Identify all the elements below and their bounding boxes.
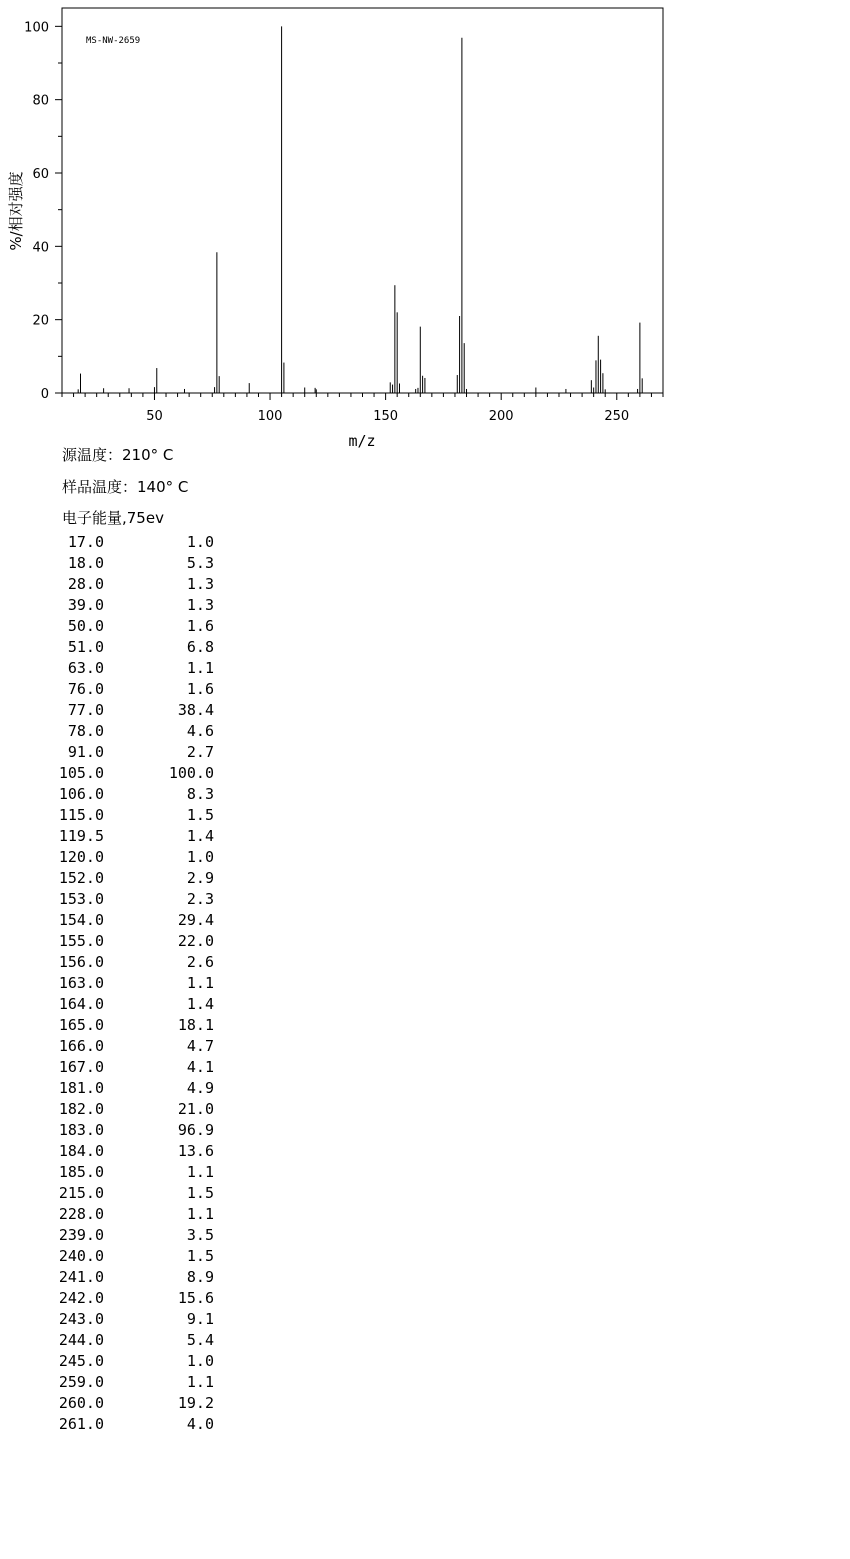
peak-mz-value: 240.0 — [58, 1247, 104, 1265]
y-tick-label: 20 — [32, 313, 49, 329]
peak-mz-value: 154.0 — [58, 911, 104, 929]
y-tick-label: 80 — [32, 93, 49, 109]
peak-intensity-value: 1.3 — [186, 575, 214, 593]
y-tick-label: 60 — [32, 167, 49, 182]
peak-intensity-value: 5.4 — [186, 1331, 214, 1349]
peak-mz-value: 155.0 — [58, 932, 104, 950]
peak-mz-value: 260.0 — [58, 1394, 104, 1412]
peak-intensity-value: 1.5 — [186, 1184, 214, 1202]
x-tick-label: 250 — [604, 409, 630, 424]
x-tick-label: 50 — [146, 409, 163, 424]
peak-mz-value: 259.0 — [58, 1373, 104, 1391]
peak-intensity-value: 1.0 — [186, 1352, 214, 1370]
peak-mz-value: 78.0 — [67, 722, 104, 740]
peak-mz-value: 239.0 — [58, 1226, 104, 1244]
peak-mz-value: 243.0 — [58, 1310, 104, 1328]
peak-intensity-value: 22.0 — [177, 932, 214, 950]
peak-intensity-value: 29.4 — [177, 911, 214, 929]
peak-mz-value: 241.0 — [58, 1268, 104, 1286]
peak-intensity-value: 1.1 — [186, 659, 214, 677]
peak-mz-value: 183.0 — [58, 1121, 104, 1139]
peak-intensity-value: 1.1 — [186, 1163, 214, 1181]
peak-intensity-value: 1.6 — [186, 617, 214, 635]
x-axis — [62, 393, 663, 424]
peak-mz-value: 166.0 — [58, 1037, 104, 1055]
peak-intensity-value: 21.0 — [177, 1100, 214, 1118]
peak-mz-value: 184.0 — [58, 1142, 104, 1160]
y-tick-label: 40 — [32, 240, 49, 256]
peak-intensity-value: 38.4 — [177, 701, 214, 719]
peak-mz-value: 76.0 — [67, 680, 104, 698]
peak-intensity-value: 1.6 — [186, 680, 214, 698]
peak-mz-value: 115.0 — [58, 806, 104, 824]
peak-intensity-value: 8.9 — [186, 1268, 214, 1286]
peak-mz-value: 164.0 — [58, 995, 104, 1013]
mass-spectrum-chart — [0, 0, 850, 460]
peak-mz-value: 165.0 — [58, 1016, 104, 1034]
peak-mz-value: 182.0 — [58, 1100, 104, 1118]
peak-intensity-value: 1.1 — [186, 1373, 214, 1391]
peak-mz-value: 18.0 — [67, 554, 104, 572]
peak-intensity-value: 100.0 — [168, 764, 214, 782]
peak-mz-value: 28.0 — [67, 575, 104, 593]
peak-mz-value: 242.0 — [58, 1289, 104, 1307]
peak-mz-value: 120.0 — [58, 848, 104, 866]
x-tick-label: 100 — [257, 409, 283, 424]
peak-intensity-value: 4.9 — [186, 1079, 214, 1097]
peak-intensity-value: 2.3 — [186, 890, 214, 908]
peak-mz-value: 119.5 — [58, 827, 104, 845]
peak-intensity-value: 1.0 — [186, 848, 214, 866]
peak-intensity-value: 4.0 — [186, 1415, 214, 1433]
peak-mz-value: 244.0 — [58, 1331, 104, 1349]
source-temperature: 源温度：210° C — [62, 446, 174, 464]
x-axis-label: m/z — [348, 432, 376, 450]
peak-mz-value: 156.0 — [58, 953, 104, 971]
y-tick-label: 0 — [40, 387, 49, 402]
peak-mz-value: 228.0 — [58, 1205, 104, 1223]
peak-intensity-value: 9.1 — [186, 1310, 214, 1328]
peaks-group — [78, 26, 642, 393]
peak-mz-value: 152.0 — [58, 869, 104, 887]
peak-intensity-value: 18.1 — [177, 1016, 214, 1034]
chart-annotation: MS-NW-2659 — [86, 36, 141, 46]
peak-intensity-value: 2.6 — [186, 953, 214, 971]
peak-mz-value: 106.0 — [58, 785, 104, 803]
peak-mz-value: 105.0 — [58, 764, 104, 782]
peak-intensity-value: 2.9 — [186, 869, 214, 887]
peak-intensity-value: 2.7 — [186, 743, 214, 761]
peak-intensity-value: 13.6 — [177, 1142, 214, 1160]
x-tick-label: 200 — [488, 409, 514, 424]
peak-intensity-value: 6.8 — [186, 638, 214, 656]
peak-mz-value: 261.0 — [58, 1415, 104, 1433]
peak-mz-value: 153.0 — [58, 890, 104, 908]
peak-intensity-value: 8.3 — [186, 785, 214, 803]
y-tick-label: 100 — [24, 20, 49, 36]
peak-mz-value: 39.0 — [67, 596, 104, 614]
x-tick-label: 150 — [373, 409, 399, 424]
electron-energy: 电子能量,75ev — [62, 509, 164, 527]
y-axis — [24, 20, 62, 402]
peak-mz-value: 245.0 — [58, 1352, 104, 1370]
peak-mz-value: 77.0 — [67, 701, 104, 719]
peak-intensity-value: 96.9 — [177, 1121, 214, 1139]
peak-intensity-value: 4.7 — [186, 1037, 214, 1055]
peak-intensity-value: 1.1 — [186, 974, 214, 992]
peak-intensity-value: 3.5 — [186, 1226, 214, 1244]
peak-mz-value: 51.0 — [67, 638, 104, 656]
peak-intensity-value: 1.0 — [186, 533, 214, 551]
peak-intensity-value: 4.1 — [186, 1058, 214, 1076]
peak-mz-value: 63.0 — [67, 659, 104, 677]
peak-mz-value: 181.0 — [58, 1079, 104, 1097]
y-axis-label: %/相对强度 — [7, 171, 25, 251]
peak-mz-value: 163.0 — [58, 974, 104, 992]
peak-mz-value: 50.0 — [67, 617, 104, 635]
peak-intensity-value: 4.6 — [186, 722, 214, 740]
peak-intensity-value: 5.3 — [186, 554, 214, 572]
peak-mz-value: 91.0 — [67, 743, 104, 761]
peak-mz-value: 17.0 — [67, 533, 104, 551]
peak-intensity-value: 1.5 — [186, 1247, 214, 1265]
peak-mz-value: 215.0 — [58, 1184, 104, 1202]
plot-frame — [62, 8, 663, 393]
sample-temperature: 样品温度：140° C — [62, 478, 189, 496]
peak-intensity-value: 1.3 — [186, 596, 214, 614]
peak-mz-value: 185.0 — [58, 1163, 104, 1181]
peak-intensity-value: 1.5 — [186, 806, 214, 824]
peak-mz-value: 167.0 — [58, 1058, 104, 1076]
peak-intensity-value: 1.4 — [186, 995, 214, 1013]
peak-intensity-value: 15.6 — [177, 1289, 214, 1307]
peak-intensity-value: 1.4 — [186, 827, 214, 845]
peak-intensity-value: 19.2 — [177, 1394, 214, 1412]
peak-intensity-value: 1.1 — [186, 1205, 214, 1223]
